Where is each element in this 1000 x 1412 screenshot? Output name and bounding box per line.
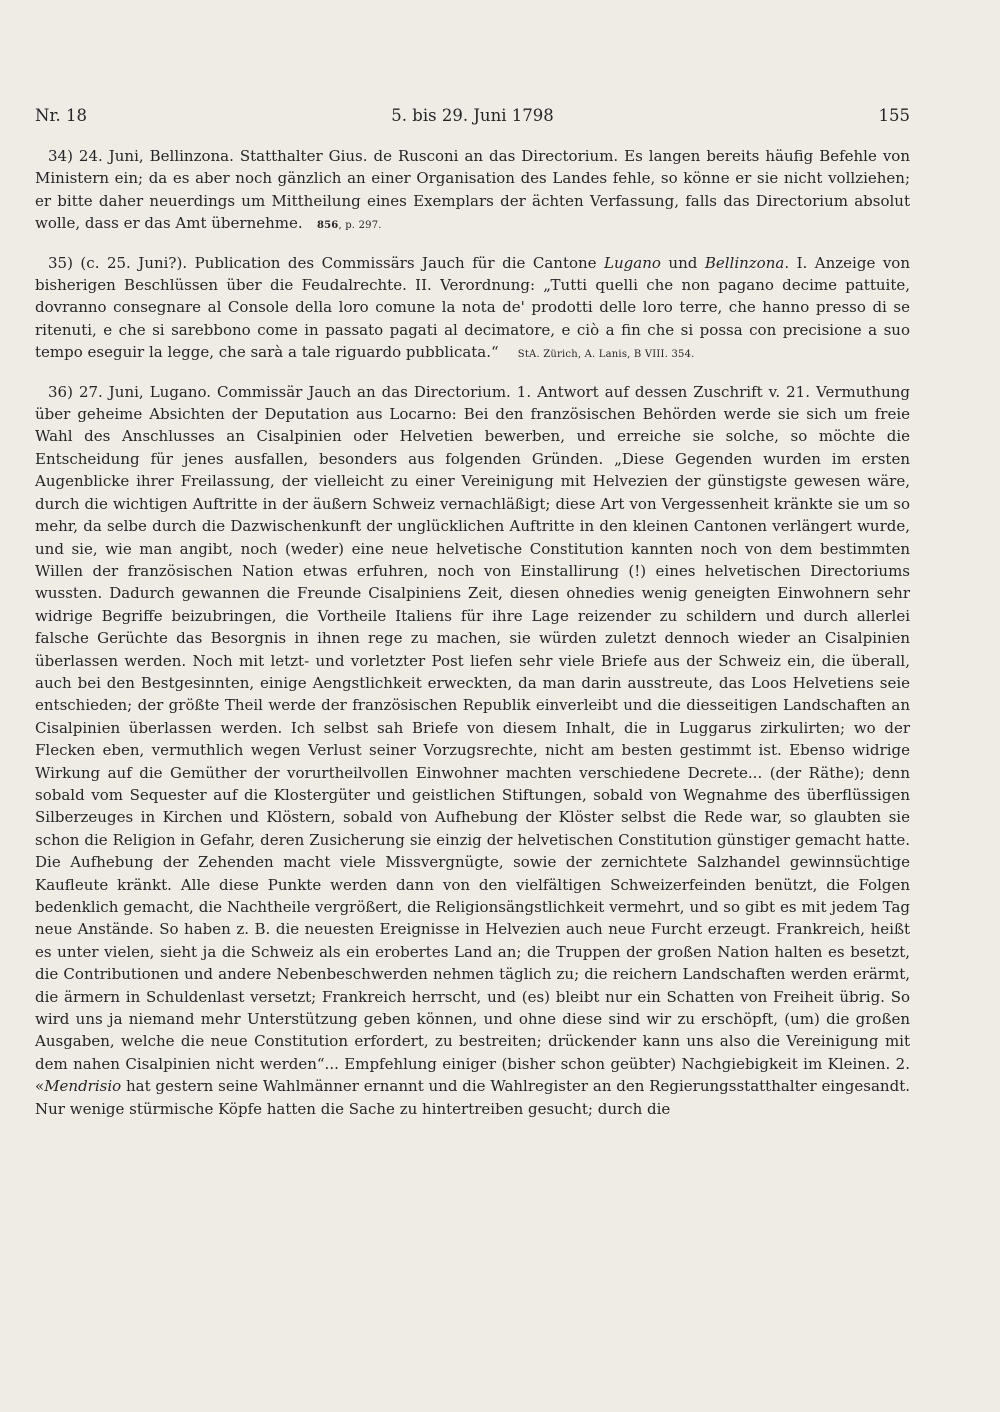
document-body <box>35 145 910 1134</box>
entry-34 <box>35 145 910 238</box>
source-reference: StA. Zürich, A. Lanis, B VIII. 354. <box>517 349 695 361</box>
document-number: Nr. 18 <box>35 106 87 125</box>
reference-number: 856 <box>316 220 339 232</box>
entry-text-2: hat gestern seine Wahlmänner ernannt und die Wahlregister an den Regierungsstatthalter eingesandt. Nur wenige stürmische Köpfe hatten die Sache zu hintertreiben gesucht; durch die <box>35 1077 910 1118</box>
source-reference <box>317 220 382 231</box>
entry-text: 34) 24. Juni, Bellinzona. Statthalter Gius. de Rusconi an das Directorium. Es langen bereits häufig Befehle von Ministern ein; da es aber noch gänzlich an einer Organisation des Landes fehle, so könne er sie nicht vollziehen; er bitte daher neuerdings um Mittheilung eines Exemplars der ächten Verfassung, falls das Directorium absolut wolle, dass er das Amt übernehme. <box>35 147 910 233</box>
entry-35 <box>35 252 910 367</box>
place-bellinzona: Bellinzona <box>704 253 785 272</box>
page-header <box>35 105 910 127</box>
page-number: 155 <box>878 106 910 125</box>
entry-36 <box>35 381 910 1120</box>
entry-text-1: 36) 27. Juni, Lugano. Commissär Jauch an das Directorium. 1. Antwort auf dessen Zuschrift v. 21. Vermuthung über geheime Absichten der Deputation aus Locarno: Bei den französischen Behörden werde sie sich um freie Wahl des Anschlusses an Cisalpinien oder Helvetien bewerben, und erreiche sie solche, so möchte die Entscheidung für jenes ausfallen, besonders aus folgenden Gründen. „Diese Gegenden wurden im ersten Augenblicke ihrer Freilassung, der vielleicht zu einer Vereinigung mit Helvezien der günstigste gewesen wäre, durch die wichtigen Auftritte in der äußern Schweiz vernachläßigt; diese Art von Vergessenheit kränkte sie um so mehr, da selbe durch die Dazwischenkunft der unglücklichen Auftritte in den kleinen Cantonen verlängert wurde, und sie, wie man angibt, noch (weder) eine neue helvetische Constitution kannten noch von dem bestimmten Willen der französischen Nation etwas erfuhren, noch von Einstallirung (!) eines helvetischen Directoriums wussten. Dadurch gewannen die Freunde Cisalpiniens Zeit, diesen ohnedies wenig geneigten Einwohnern sehr widrige Begriffe beizubringen, die Vortheile Italiens für ihre Lage reizender zu schildern und durch allerlei falsche Gerüchte das Besorgnis in ihnen rege zu machen, sie würden zuletzt dennoch wieder an Cisalpinien überlassen werden. Noch mit letzt- und vorletzter Post liefen sehr viele Briefe aus der Schweiz ein, die überall, auch bei den Bestgesinnten, einige Aengstlichkeit erweckten, da man darin ausstreute, das Loos Helvetiens seie entschieden; der größte Theil werde der französischen Republik einverleibt und die diesseitigen Landschaften an Cisalpinien überlassen werden. Ich selbst sah Briefe von diesem Inhalt, die in Luggarus zirkulirten; wo der Flecken eben, vermuthlich wegen Verlust seiner Vorzugsrechte, nicht am besten gestimmt ist. Ebenso widrige Wirkung auf die Gemüther der vorurtheilvollen Einwohner machten verschiedene Decrete... (der Räthe); denn sobald vom Sequester auf die Klostergüter und geistlichen Stiftungen, sobald von Wegnahme des überflüssigen Silberzeuges in Kirchen und Klöstern, sobald von Aufhebung der Klöster selbst die Rede war, so glaubten sie schon die Religion in Gefahr, deren Zusicherung sie einzig der helvetischen Constitution günstiger gemacht hatte. Die Aufhebung der Zehenden macht viele Missvergnügte, sowie der zernichtete Salzhandel gewinnsüchtige Kaufleute kränkt. Alle diese Punkte werden dann von den vielfältigen Schweizerfeinden benützt, die Folgen bedenklich gemacht, die Nachtheile vergrößert, die Religionsängstlichkeit vermehrt, und so gibt es mit jedem Tag neue Anstände. So haben z. B. die neuesten Ereignisse in Helvezien auch neue Furcht erzeugt. Frankreich, heißt es unter vielen, sieht ja die Schweiz als ein erobertes Land an; die Truppen der großen Nation halten es besetzt, die Contributionen und andere Nebenbeschwerden nehmen täglich zu; die reichern Landschaften werden erärmt, die ärmern in Schuldenlast versetzt; Frankreich herrscht, und (es) bleibt nur ein Schatten von Freiheit übrig. So wird uns ja niemand mehr Unterstützung geben können, und ohne diese sind wir zu erschöpft, (um) die großen Ausgaben, welche die neue Constitution erfordert, zu bestreiten; drückender kann uns also die Vereinigung mit dem nahen Cisalpinien nicht werden“... Empfehlung einiger (bisher schon geübter) Nachgiebigkeit im Kleinen. 2. « <box>35 382 910 1096</box>
entry-text-1: 35) (c. 25. Juni?). Publication des Commissärs Jauch für die Cantone <box>48 253 605 272</box>
place-mendrisio: Mendrisio <box>44 1077 122 1096</box>
reference-page: , p. 297. <box>338 220 382 232</box>
entry-text-3: . I. Anzeige von bisherigen Beschlüssen über die Feudalrechte. II. Verordnung: „Tutti quelli che non pagano decime pattuite, dovranno consegnare al Console della loro comune la nota de' prodotti delle loro terre, che hanno presso di se ritenuti, e che si sarebbono come in passato pagati al decimatore, e ciò a fin che si possa con precisione a suo tempo eseguir la legge, che sarà a tale riguardo pubblicata.“ <box>35 253 910 362</box>
date-range: 5. bis 29. Juni 1798 <box>391 106 554 125</box>
entry-text-2: und <box>660 253 705 272</box>
place-lugano: Lugano <box>604 253 661 272</box>
